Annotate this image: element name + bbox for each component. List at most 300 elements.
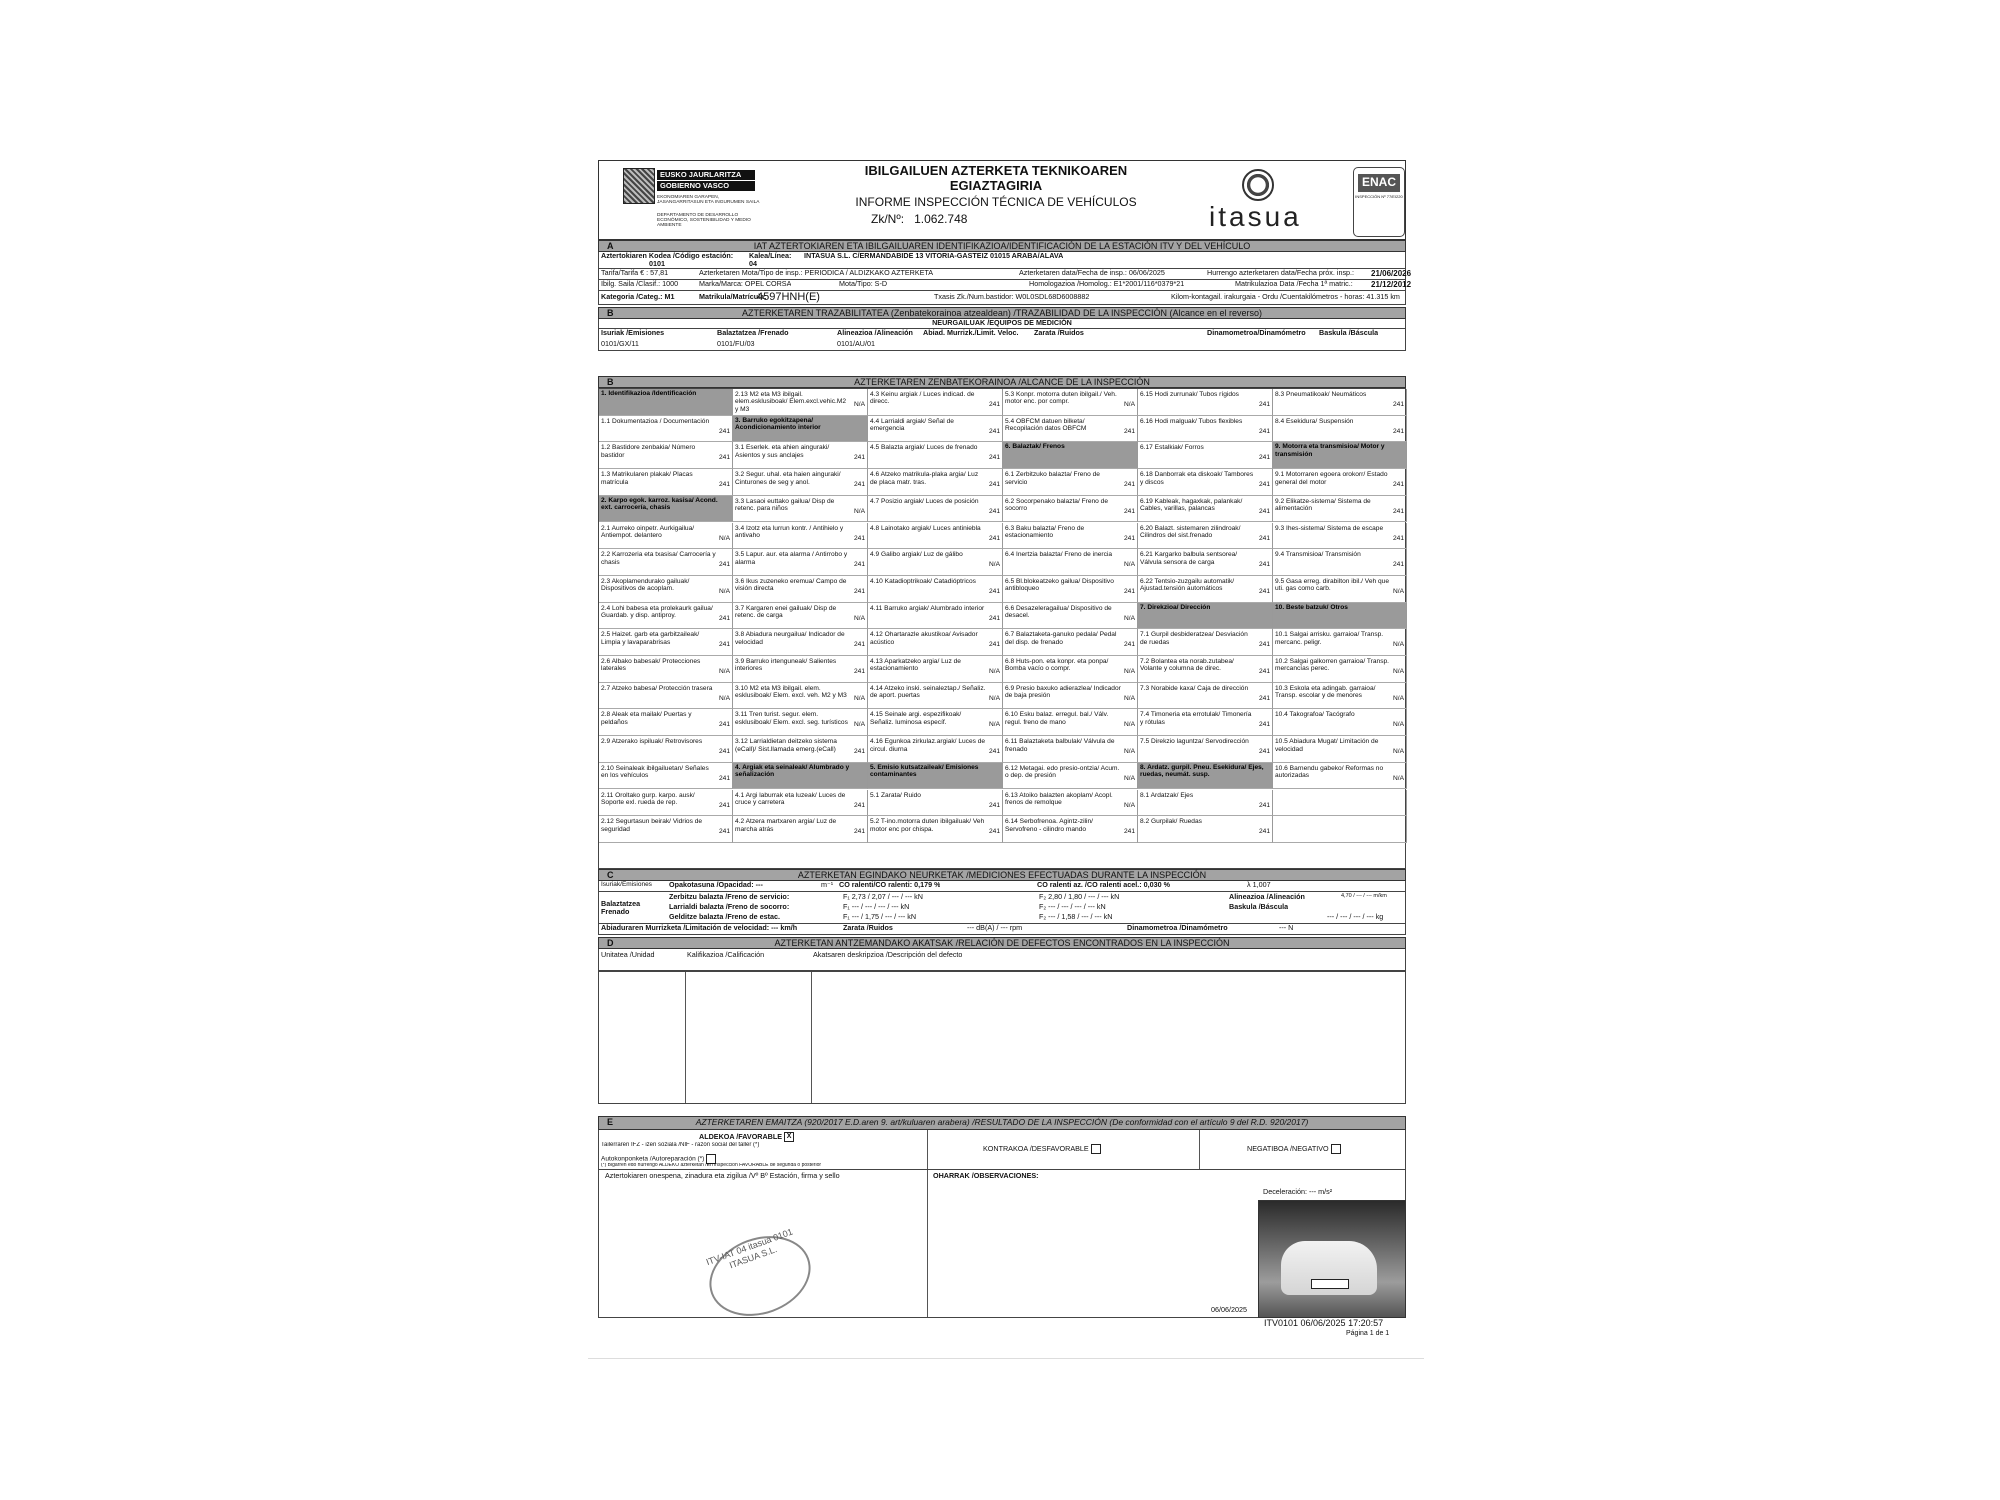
scope-cell (1003, 469, 1138, 496)
scope-item-label: 10.1 Salgai arrisku. garraioa/ Transp. mercanc. peligr. (1275, 631, 1384, 646)
scope-item-status: N/A (1124, 801, 1135, 809)
scope-item-label: 2.11 Oroltako gurp. karpo. ausk/ Soporte exl. rueda de rep. (601, 791, 695, 806)
scope-item-label: 6. Balaztak/ Frenos (1003, 442, 1137, 468)
emissions-label: Isuriak/Emisiones (601, 881, 652, 888)
equip-title: NEURGAILUAK /EQUIPOS DE MEDICIÓN (598, 319, 1406, 329)
scope-cell (733, 523, 868, 550)
scope-item-label: 6.3 Baku balazta/ Freno de estacionamiento (1005, 524, 1085, 539)
scope-item-status: 241 (1258, 668, 1270, 675)
scope-item-label: 4.4 Larrialdi argiak/ Señal de emergencia (870, 417, 954, 433)
scope-item-status: 241 (1258, 801, 1270, 809)
scope-cell (1273, 469, 1407, 496)
scope-item-label: 3. Barruko egokitzapena/ Acondicionamiento interior (733, 416, 867, 442)
scope-item-label: 6.12 Metagai. edo presio-ontzia/ Acum. o dep. de presión (1005, 764, 1120, 780)
scope-item-status: 241 (1123, 427, 1135, 435)
scope-item-label: 2.13 M2 eta M3 ibilgail. elem.esklusiboak/ Elem.excl.vehic.M2 y M3 (735, 391, 847, 413)
scope-item-label: 4.13 Aparkatzeko argia/ Luz de estacionamiento (870, 658, 961, 673)
scope-cell (733, 389, 868, 416)
coat-of-arms-icon (623, 168, 655, 204)
co-fast-idle: CO ralenti az. /CO ralenti acel.: 0,030 % (1037, 881, 1171, 889)
number-value: 1.062.748 (914, 211, 968, 226)
result-favorable (699, 1132, 794, 1142)
gov-dept-eu: EKONOMIAREN GARAPEN, JASANGARRITASUN ETA INGURUMEN SAILA (657, 195, 760, 206)
scope-item-label: 4.16 Egunkoa zirkulaz.argiak/ Luces de circul. diurna (870, 738, 986, 753)
service-brake-rear: F₂ 2,80 / 1,80 / --- / --- kN (1039, 893, 1120, 901)
scope-cell (868, 496, 1003, 523)
scope-item-label: 10.5 Abiadura Mugat/ Limitación de velocidad (1275, 738, 1379, 753)
scope-item-status: 241 (853, 801, 865, 809)
section-letter: E (607, 1117, 614, 1127)
scope-cell (868, 603, 1003, 630)
co-idle: CO ralenti/CO ralenti: 0,179 % (839, 881, 941, 889)
scope-item-status: N/A (1124, 614, 1135, 622)
scope-item-status: 241 (1123, 534, 1135, 542)
scope-cell (733, 496, 868, 523)
scope-item-status: 241 (1123, 641, 1135, 649)
scope-item-status: 241 (853, 534, 865, 542)
result-note: (*) Bigarren edo hurrengo ALDEKO azterketan /En inspección FAVORABLE de segunda o posterior (601, 1163, 822, 1168)
scope-item-label: 3.9 Barruko irtenguneak/ Salientes interiores (735, 658, 837, 673)
scope-item-label: 7. Direkzioa/ Dirección (1138, 603, 1272, 629)
parking-brake: Gelditze balazta /Freno de estac. (669, 913, 781, 921)
scope-cell (599, 523, 733, 550)
scope-item-status: 241 (853, 828, 865, 836)
scope-item-label: 10.2 Salgai galkorren garraioa/ Transp. mercancías perec. (1275, 658, 1389, 673)
scope-item-status: N/A (1124, 721, 1135, 729)
line-value: 04 (749, 260, 757, 268)
scope-item-status: 241 (1258, 454, 1270, 462)
divider (1199, 1130, 1200, 1169)
equip-val-brakes: 0101/FU/03 (717, 340, 755, 348)
scope-cell (1273, 736, 1407, 763)
scope-item-label: 9.4 Transmisioa/ Transmisión (1275, 551, 1361, 559)
scope-item-label: 7.5 Direkzio laguntza/ Servodirección (1140, 738, 1249, 746)
first-reg-date: 21/12/2012 (1371, 280, 1412, 289)
scope-item-label: 3.6 Ikus zuzeneko eremua/ Campo de visión directa (735, 577, 847, 593)
scope-item-status: 241 (1123, 828, 1135, 836)
gov-name-eu: EUSKO JAURLARITZA (657, 170, 755, 180)
equip-val-emissions: 0101/GX/11 (601, 340, 639, 348)
emergency-brake-rear: F₂ --- / --- / --- / --- kN (1039, 903, 1106, 911)
scope-item-label: 4.10 Katadioptrikoak/ Catadióptricos (870, 577, 976, 585)
unfavorable-label: KONTRAKOA /DESFAVORABLE (983, 1144, 1089, 1153)
scope-cell (868, 656, 1003, 683)
scope-item-label: 2. Karpo egok. karroz. kasisa/ Acond. ext. carrocería, chasis (599, 496, 732, 522)
scope-item-label: 2.1 Aurreko oinpetr. Aurkigailua/ Antiempot. delantero (601, 524, 695, 539)
scope-item-label: 2.4 Lohi babesa eta prolekaurk gailua/ Guardab. y disp. antiproy. (601, 604, 713, 619)
scope-cell (733, 656, 868, 683)
scope-item-status: 241 (853, 641, 865, 649)
photo-caption: ITV0101 06/06/2025 17:20:57 (1264, 1318, 1384, 1328)
scope-item-label: 3.8 Abiadura neurgailua/ Indicador de velocidad (735, 631, 845, 646)
scope-item-label: 6.16 Hodi malguak/ Tubos flexibles (1140, 417, 1243, 425)
scope-item-status: N/A (854, 507, 865, 515)
section-b2-bar (598, 376, 1406, 388)
scope-cell (733, 790, 868, 817)
c-brakes (598, 892, 1406, 924)
scope-cell (599, 469, 733, 496)
scope-item-label: 6.14 Serbofrenoa. Agintz-zilin/ Servofreno - cilindro mando (1005, 818, 1093, 833)
scope-cell (733, 576, 868, 603)
insp-type: Azterketaren Mota/Tipo de insp.: PERIODICA / ALDIZKAKO AZTERKETA (699, 269, 934, 277)
opacity-unit: m⁻¹ (821, 881, 834, 889)
scope-item-status: N/A (854, 721, 865, 729)
vehicle-service: Ibilg. Saila /Clasif.: 1000 (601, 280, 679, 288)
scope-cell (599, 709, 733, 736)
scope-cell (733, 629, 868, 656)
vin: Txasis Zk./Num.bastidor: W0L0SDL68D6008882 (934, 293, 1090, 301)
number-label: Zk/Nº: (871, 211, 905, 226)
section-e-bar (598, 1116, 1406, 1130)
scope-item-label: 6.1 Zerbitzuko balazta/ Freno de servicio (1005, 471, 1100, 486)
scope-item-label: 6.7 Balaztaketa-ganuko pedala/ Pedal del disp. de frenado (1005, 631, 1117, 646)
service-brake: Zerbitzu balazta /Freno de servicio: (669, 893, 790, 901)
scope-item-status: N/A (854, 614, 865, 622)
gov-name-es: GOBIERNO VASCO (657, 181, 755, 191)
scope-item-status: 241 (718, 721, 730, 729)
scope-item-status: N/A (719, 587, 730, 595)
scope-item-label: 4.3 Keinu argiak / Luces indicad. de direcc. (870, 391, 975, 406)
scope-item-status: 241 (718, 641, 730, 649)
scope-item-label: 3.3 Lasaoi euttako gailua/ Disp de retenc. para niños (735, 497, 835, 513)
equip-col-speed: Abiad. Murrizk./Limit. Veloc. (923, 329, 1019, 337)
scope-item-label: 10.6 Barnendu gabeko/ Reformas no autorizadas (1275, 764, 1384, 780)
section-d-bar (598, 937, 1406, 949)
scope-item-label: 6.21 Kargarko balbula sentsorea/ Válvula sensora de carga (1140, 551, 1238, 566)
scope-item-status: N/A (1393, 668, 1404, 675)
section-letter: B (607, 377, 614, 387)
scope-cell (1003, 816, 1138, 843)
scope-cell (1138, 763, 1273, 790)
scope-cell (1273, 683, 1407, 710)
scope-item-status: 241 (1392, 481, 1404, 489)
section-letter: C (607, 870, 614, 880)
scope-item-label: 1.1 Dokumentazioa / Documentación (601, 417, 710, 425)
scope-item-status: 241 (718, 614, 730, 622)
scope-item-status: 241 (718, 774, 730, 782)
scope-cell (599, 603, 733, 630)
equip-val-alignment: 0101/AU/01 (837, 340, 875, 348)
scope-item-status: 241 (988, 641, 1000, 649)
result-negative (1247, 1144, 1341, 1154)
scope-item-label: 1.2 Bastidore zenbakia/ Número bastidor (601, 444, 696, 459)
scope-item-status: 241 (988, 401, 1000, 408)
scope-item-label: 2.6 Albako babesak/ Protecciones laterales (601, 658, 701, 673)
divider (927, 1130, 928, 1169)
scope-cell (1003, 442, 1138, 469)
scope-item-label: 3.2 Segur. uhal. eta haien ainguraki/ Cinturones de seg y anol. (735, 471, 841, 486)
alignment-label: Alineazioa /Alineación (1229, 893, 1305, 901)
section-letter: B (607, 308, 614, 318)
scope-item-status: N/A (989, 561, 1000, 569)
scope-cell (733, 683, 868, 710)
scope-cell (1273, 442, 1407, 469)
scope-item-status: N/A (1124, 694, 1135, 702)
scope-cell (868, 416, 1003, 443)
scope-cell (1273, 549, 1407, 576)
section-title: AZTERKETAN EGINDAKO NEURKETAK /MEDICIONES EFECTUADAS DURANTE LA INSPECCIÓN (797, 870, 1207, 880)
scope-item-label: 6.17 Estalkiak/ Forros (1140, 444, 1204, 452)
scope-cell (1003, 736, 1138, 763)
scope-item-status: N/A (1393, 641, 1404, 649)
scope-item-status: 241 (1392, 534, 1404, 542)
section-title: AZTERKETAREN EMAITZA (920/2017 E.D.aren 9. art/kuluaren arabera) /RESULTADO DE LA INSPECCIÓN (De conformidad con el artículo 9 del R.D. 920/2017) (695, 1117, 1309, 1127)
scope-item-label: 6.13 Atoiko balazten akoplam/ Acopl. frenos de remolque (1005, 791, 1113, 806)
scope-cell (599, 816, 733, 843)
scope-item-label: 4.5 Balazta argiak/ Luces de frenado (870, 444, 978, 452)
equip-col-emissions: Isuriak /Emisiones (601, 329, 665, 337)
scope-cell (1138, 816, 1273, 843)
section-letter: D (607, 938, 614, 948)
scope-item-status: N/A (719, 694, 730, 702)
scope-item-status: N/A (1393, 721, 1404, 729)
scope-item-status: 241 (1123, 587, 1135, 595)
scope-cell (868, 469, 1003, 496)
scope-cell (1003, 389, 1138, 416)
plate-image (1311, 1279, 1349, 1289)
scope-item-status: 241 (718, 828, 730, 836)
scope-item-status: N/A (854, 401, 865, 408)
scope-item-label: 2.9 Atzerako ispiluak/ Retrovisores (601, 738, 703, 746)
scope-item-status: 241 (1258, 427, 1270, 435)
parking-brake-front: F₁ --- / 1,75 / --- / --- kN (843, 913, 917, 921)
scope-cell (1138, 683, 1273, 710)
scope-cell (599, 442, 733, 469)
parking-brake-rear: F₂ --- / 1,58 / --- / --- kN (1039, 913, 1113, 921)
report-number (831, 213, 1161, 227)
scope-item-label: 4.6 Atzeko matrikula-plaka argia/ Luz de placa matr. tras. (870, 471, 979, 486)
scope-item-status: 241 (988, 481, 1000, 489)
scope-cell (599, 736, 733, 763)
c-row-emissions (598, 881, 1406, 892)
scope-item-status: 241 (718, 801, 730, 809)
scope-cell (733, 416, 868, 443)
scope-item-status: N/A (1393, 748, 1404, 756)
scope-item-status: 241 (988, 828, 1000, 836)
result-row (598, 1130, 1406, 1170)
signature-label: Aztertokiaren onespena, zinadura eta zigilua /Vº Bº Estación, firma y sello (605, 1172, 840, 1180)
scope-item-label: 4.1 Argi laburrak eta luzeak/ Luces de cruce y carretera (735, 791, 846, 806)
defect-col-rating: Kalifikazioa /Calificación (687, 951, 765, 959)
scope-cell (599, 389, 733, 416)
odometer: Kilom-kontagail. irakurgaia - Ordu /Cuentakilómetros - horas: 41.315 km (1171, 293, 1400, 301)
scope-cell (1138, 736, 1273, 763)
scope-item-status: 241 (1392, 401, 1404, 408)
dyno-label: Dinamometroa /Dinamómetro (1127, 924, 1228, 932)
scope-cell (599, 416, 733, 443)
scope-cell (1138, 576, 1273, 603)
scope-item-status: 241 (1258, 641, 1270, 649)
alignment-value: 4,70 / --- / --- m/km (1341, 893, 1387, 899)
scope-item-label: 3.1 Eserlek. eta ahien ainguraki/ Asientos y sus anclajes (735, 444, 830, 459)
workshop-nif: Tailerraren IFZ - izen soziala /NIF - razón social del taller (*) (601, 1142, 760, 1148)
scope-item-status: 241 (1258, 401, 1270, 408)
scope-item-label: 6.8 Huts-pon. eta konpr. eta ponpa/ Bomba vacío o compr. (1005, 658, 1109, 673)
defect-col-description: Akatsaren deskripzioa /Descripción del defecto (813, 951, 963, 959)
observations-label: OHARRAK /OBSERVACIONES: (933, 1172, 1039, 1180)
scope-cell (1138, 389, 1273, 416)
scope-item-label: 4.14 Atzeko inski. seinaleztap./ Señaliz. de aport. puertas (870, 684, 986, 700)
scope-item-label: 8.1 Ardatzak/ Ejes (1140, 791, 1194, 799)
scope-item-label: 9. Motorra eta transmisioa/ Motor y transmisión (1273, 442, 1406, 468)
scope-cell (599, 496, 733, 523)
scope-item-status: 241 (1258, 828, 1270, 836)
scope-cell (1138, 496, 1273, 523)
scale-label: Baskula /Báscula (1229, 903, 1289, 911)
scope-item-status: N/A (1124, 774, 1135, 782)
equip-col-scale: Baskula /Báscula (1319, 329, 1379, 337)
scope-item-status: 241 (988, 614, 1000, 622)
deceleration: Deceleración: --- m/s² (1263, 1188, 1333, 1196)
scope-cell (1138, 629, 1273, 656)
scope-item-label: 4.11 Barruko argiak/ Alumbrado interior (870, 604, 985, 612)
scope-item-label: 6.11 Balaztaketa balbulak/ Válvula de frenado (1005, 738, 1115, 753)
gobierno-vasco-logo (623, 168, 763, 234)
vehicle-category: Kategoria /Categ.: M1 (601, 293, 675, 301)
scope-cell (733, 442, 868, 469)
scope-cell (1138, 416, 1273, 443)
scope-item-label: 8. Ardatz. gurpil. Pneu. Esekidura/ Ejes, ruedas, neumát. susp. (1138, 763, 1272, 789)
scope-item-label: 7.1 Gurpil desbideratzea/ Desviación de ruedas (1140, 631, 1248, 646)
a-row-3 (598, 280, 1412, 291)
equip-table (598, 329, 1406, 351)
scope-item-status: 241 (988, 427, 1000, 435)
scope-item-label: 6.19 Kableak, hagaxkak, palankak/ Cables, varillas, palancas (1140, 497, 1243, 513)
scope-item-status: 241 (988, 507, 1000, 515)
title-eu: IBILGAILUEN AZTERKETA TEKNIKOAREN EGIAZTAGIRIA (864, 163, 1128, 193)
scope-cell (1003, 656, 1138, 683)
scope-item-label: 6.15 Hodi zurrunak/ Tubos rígidos (1140, 391, 1239, 398)
scope-item-label: 6.9 Presio baxuko adierazlea/ Indicador de baja presión (1005, 684, 1121, 700)
scope-cell (868, 549, 1003, 576)
scope-item-status: 241 (853, 587, 865, 595)
scope-cell (733, 709, 868, 736)
scope-cell (1003, 683, 1138, 710)
scope-item-label: 3.5 Lapur. aur. eta alarma / Antirrobo y alarma (735, 551, 848, 566)
scope-item-label: 5. Emisio kutsatzaileak/ Emisiones contaminantes (868, 763, 1002, 789)
enac-small: INSPECCIÓN Nº 77/EI220 (1355, 193, 1403, 199)
scope-item-label: 4.9 Galibo argiak/ Luz de gálibo (870, 551, 963, 559)
scope-item-label: 2.7 Atzeko babesa/ Protección trasera (601, 684, 713, 692)
scope-item-status: 241 (1258, 561, 1270, 569)
scope-cell (733, 736, 868, 763)
scope-cell (1003, 629, 1138, 656)
scope-item-label: 1.3 Matrikularen plakak/ Placas matrícula (601, 471, 693, 486)
defect-headers (598, 949, 1406, 971)
page-number: Página 1 de 1 (1346, 1330, 1390, 1337)
scope-item-status: 241 (853, 454, 865, 462)
scope-item-status: 241 (1258, 507, 1270, 515)
result-unfavorable (983, 1144, 1101, 1154)
scope-item-label: 7.3 Norabide kaxa/ Caja de dirección (1140, 684, 1249, 692)
scope-cell (868, 523, 1003, 550)
equip-col-dyno: Dinamometroa/Dinamómetro (1207, 329, 1306, 337)
scope-item-status: N/A (989, 694, 1000, 702)
scope-item-label: 4.15 Seinale argi. espezifikoak/ Señaliz. luminosa específ. (870, 711, 962, 726)
scope-cell (1273, 389, 1407, 416)
scope-cell (733, 469, 868, 496)
scope-item-status: 241 (1123, 507, 1135, 515)
scope-item-status: N/A (719, 534, 730, 542)
scope-cell (1003, 763, 1138, 790)
vehicle-brand: Marka/Marca: OPEL CORSA (699, 280, 792, 288)
section-title: AZTERKETAN ANTZEMANDAKO AKATSAK /RELACIÓN DE DEFECTOS ENCONTRADOS EN LA INSPECCIÓN (774, 938, 1230, 948)
page-divider (588, 1358, 1424, 1359)
scope-item-label: 5.4 OBFCM datuen bilketa/ Recopilación datos OBFCM (1005, 417, 1087, 433)
scope-item-label: 8.4 Esekidura/ Suspensión (1275, 417, 1354, 425)
scope-item-status: 241 (1258, 721, 1270, 729)
scope-cell (733, 603, 868, 630)
scope-cell (1003, 576, 1138, 603)
scope-item-label: 1. Identifikazioa /Identificación (599, 389, 732, 415)
scope-cell (868, 576, 1003, 603)
scope-item-label: 9.5 Gasa erreg. dirabilton ibil./ Veh que uti. gas como carb. (1275, 577, 1389, 593)
plate-number: 4597HNH(E) (757, 291, 820, 303)
scope-cell (1138, 603, 1273, 630)
favorable-label: ALDEKOA /FAVORABLE (699, 1132, 783, 1141)
scope-item-label: 2.3 Akoplamendurako gailuak/ Dispositivos de acoplam. (601, 577, 690, 593)
itasua-logo: itasua (1209, 201, 1302, 232)
emergency-brake: Larrialdi balazta /Freno de socorro: (669, 903, 790, 911)
scope-item-status: 241 (988, 534, 1000, 542)
scope-item-label: 3.7 Kargaren enei gailuak/ Disp de retenc. de carga (735, 604, 837, 619)
scope-cell (1273, 709, 1407, 736)
scope-item-label: 7.4 Timoneria eta errotulak/ Timonería y rótulas (1140, 711, 1252, 726)
scope-cell (868, 683, 1003, 710)
scope-cell (1273, 603, 1407, 630)
scope-item-status: 241 (853, 481, 865, 489)
next-date: 21/06/2026 (1371, 269, 1412, 278)
section-a-bar (598, 240, 1406, 252)
section-letter: A (607, 241, 614, 251)
section-c-bar (598, 869, 1406, 881)
scope-item-label: 2.12 Segurtasun beirak/ Vidrios de seguridad (601, 818, 703, 833)
scope-item-label: 5.2 T-ino.motorra duten ibilgailuak/ Veh motor enc por chispa. (870, 818, 985, 833)
scope-cell (599, 656, 733, 683)
scope-cell (1273, 523, 1407, 550)
scope-cell (1138, 523, 1273, 550)
scope-item-status: 241 (853, 561, 865, 569)
scope-cell (599, 549, 733, 576)
scope-cell (733, 763, 868, 790)
scope-item-label: 4.8 Lainotako argiak/ Luces antiniebla (870, 524, 981, 532)
scope-item-label: 2.8 Aleak eta mailak/ Puertas y peldaños (601, 711, 692, 726)
scope-item-status: 241 (988, 454, 1000, 462)
opacity: Opakotasuna /Opacidad: --- (669, 881, 763, 889)
first-reg-label: Matrikulazioa Data /Fecha 1ª matric.: (1235, 280, 1353, 288)
scope-item-label: 9.1 Motorraren egoera orokorr/ Estado general del motor (1275, 471, 1388, 486)
scope-item-status: N/A (719, 668, 730, 675)
stamp-text: ITV-IAT 04 itasua 0101 ITASUA S.L. (704, 1226, 794, 1271)
scope-cell (1273, 816, 1407, 843)
station-address: INTASUA S.L. C/ERMANDABIDE 13 VITORIA-GASTEIZ 01015 ARABA/ALAVA (804, 252, 1064, 260)
scope-item-status: 241 (718, 427, 730, 435)
scope-item-label: 2.5 Haizet. garb eta garbitzaileak/ Limpia y lavaparabrisas (601, 631, 700, 646)
a-row-2 (598, 269, 1412, 280)
defect-list (598, 971, 1406, 1104)
scope-item-status: 241 (718, 454, 730, 462)
service-brake-front: F₁ 2,73 / 2,07 / --- / --- kN (843, 893, 923, 901)
scope-item-status: 241 (853, 668, 865, 675)
scope-item-label: 8.3 Pneumatikoak/ Neumáticos (1275, 391, 1367, 398)
scope-item-status: 241 (718, 561, 730, 569)
scope-item-status: 241 (1258, 481, 1270, 489)
scope-cell (599, 790, 733, 817)
auto-repair-label: Autokonponketa /Autoreparación (*) (601, 1155, 705, 1163)
scope-cell (599, 683, 733, 710)
divider (685, 972, 686, 1103)
title-es: INFORME INSPECCIÓN TÉCNICA DE VEHÍCULOS (855, 194, 1137, 209)
